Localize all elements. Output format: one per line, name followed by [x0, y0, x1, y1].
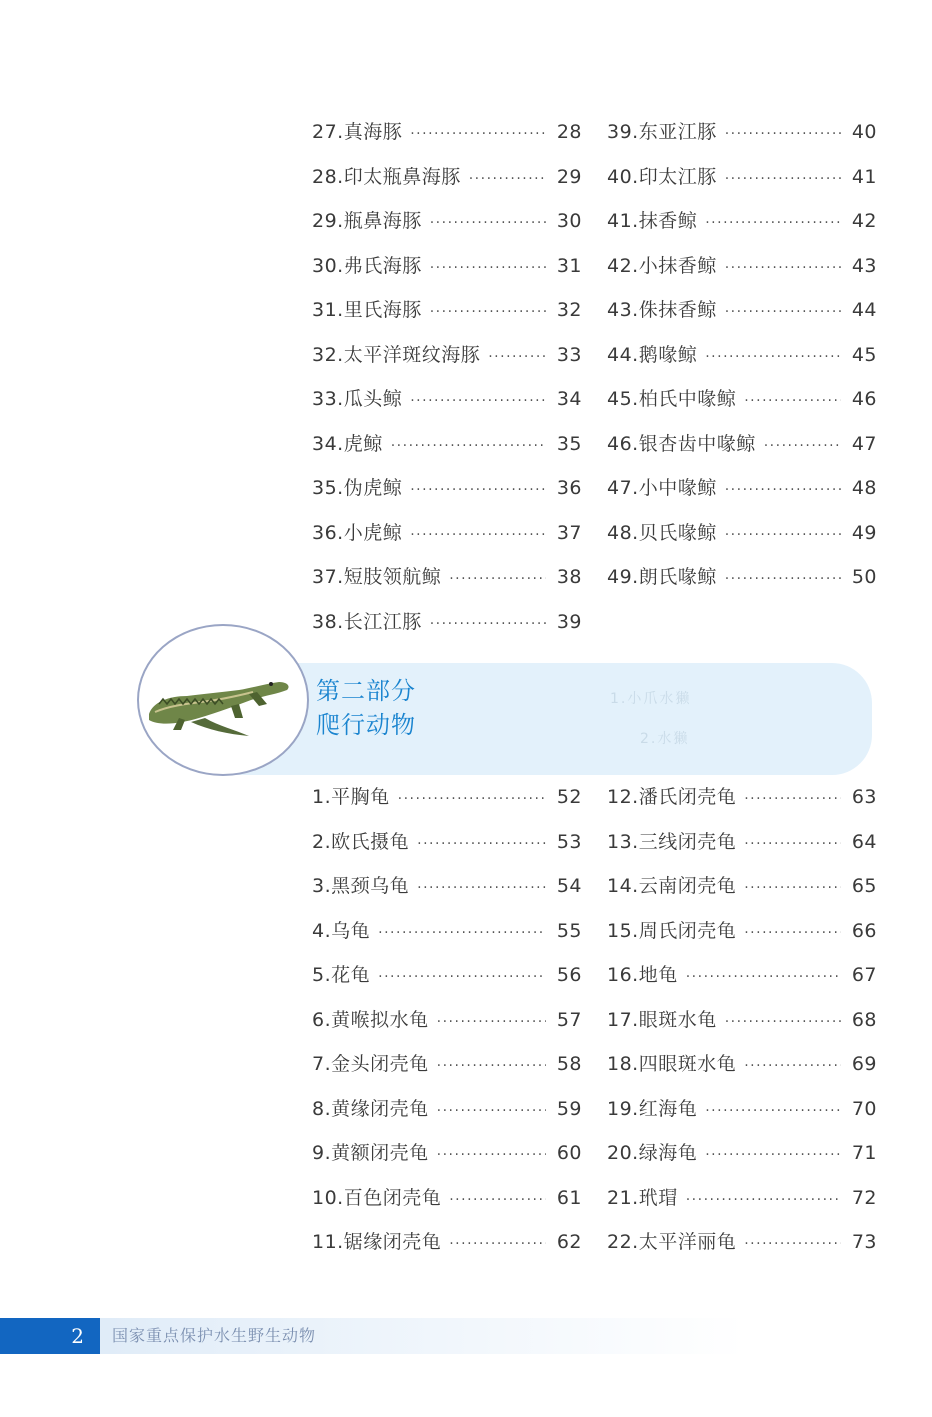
toc-leader-dots [725, 482, 841, 498]
toc-entry [607, 1094, 877, 1139]
toc-entry-title: 21.玳瑁 [607, 1186, 678, 1209]
toc-entry-title: 27.真海豚 [312, 121, 403, 143]
toc-leader-dots [449, 571, 546, 587]
toc-entry [607, 782, 877, 827]
toc-entry-page: 34 [556, 388, 582, 410]
toc-leader-dots [744, 880, 841, 896]
toc-entry-title: 36.小虎鲸 [312, 521, 403, 544]
toc-entry-page: 71 [851, 1142, 877, 1164]
toc-entry-title: 16.地龟 [607, 964, 678, 986]
toc-entry-title: 7.金头闭壳龟 [312, 1053, 429, 1075]
toc-entry-page: 57 [556, 1008, 582, 1031]
toc-entry-title: 33.瓜头鲸 [312, 388, 403, 410]
toc-entry [607, 340, 877, 385]
toc-entry [312, 1049, 582, 1094]
toc-entry-title: 44.鹅喙鲸 [607, 343, 698, 366]
section-title: 爬行动物 [316, 711, 416, 739]
toc-leader-dots [378, 969, 546, 985]
toc-entry-title: 20.绿海龟 [607, 1142, 698, 1164]
toc-entry-page: 31 [556, 254, 582, 277]
toc-entry-page: 55 [556, 919, 582, 942]
toc-leader-dots [705, 1147, 841, 1163]
section-heading [316, 674, 416, 742]
toc-entry [312, 162, 582, 207]
toc-entry-page: 56 [556, 964, 582, 986]
toc-leader-dots [391, 438, 546, 454]
toc-entry [607, 1049, 877, 1094]
toc-entry [607, 206, 877, 251]
toc-leader-dots [725, 527, 841, 543]
toc-leader-dots [686, 1192, 841, 1208]
toc-entry-title: 13.三线闭壳龟 [607, 830, 737, 853]
toc-leader-dots [744, 925, 841, 941]
toc-leader-dots [725, 304, 841, 320]
toc-leader-dots [410, 482, 546, 498]
toc-entry [607, 871, 877, 916]
toc-leader-dots [437, 1014, 546, 1030]
bleed-through-text: 2.水獭 [640, 731, 690, 747]
toc-entry-title: 18.四眼斑水龟 [607, 1053, 737, 1075]
toc-entry [607, 1005, 877, 1050]
toc-leader-dots [744, 1236, 841, 1252]
toc-entry [607, 473, 877, 518]
toc-leader-dots [725, 126, 841, 142]
toc-leader-dots [686, 969, 841, 985]
toc-entry-page: 50 [851, 566, 877, 588]
toc-leader-dots [430, 260, 546, 276]
toc-entry [312, 1094, 582, 1139]
toc-entry [607, 916, 877, 961]
toc-entry [312, 206, 582, 251]
toc-entry-title: 17.眼斑水龟 [607, 1008, 717, 1031]
toc-entry-page: 60 [556, 1142, 582, 1164]
toc-entry-page: 47 [851, 432, 877, 455]
toc-entry-title: 31.里氏海豚 [312, 299, 422, 321]
toc-entry-page: 68 [851, 1008, 877, 1031]
toc-entry-title: 40.印太江豚 [607, 165, 717, 188]
toc-entry [312, 1183, 582, 1228]
toc-entry-page: 53 [556, 830, 582, 853]
toc-leader-dots [430, 304, 546, 320]
toc-column-part-one-left [312, 117, 582, 651]
toc-leader-dots [417, 880, 546, 896]
toc-leader-dots [449, 1236, 546, 1252]
toc-leader-dots [410, 393, 546, 409]
toc-entry-page: 72 [851, 1186, 877, 1209]
toc-entry-page: 70 [851, 1097, 877, 1120]
toc-entry-title: 28.印太瓶鼻海豚 [312, 165, 461, 188]
toc-entry [312, 960, 582, 1005]
toc-leader-dots [725, 171, 841, 187]
toc-entry-page: 62 [556, 1231, 582, 1253]
toc-entry [312, 871, 582, 916]
toc-entry-page: 41 [851, 165, 877, 188]
toc-entry-title: 6.黄喉拟水龟 [312, 1008, 429, 1031]
toc-entry [607, 295, 877, 340]
toc-leader-dots [430, 215, 546, 231]
toc-entry [607, 384, 877, 429]
toc-entry [607, 827, 877, 872]
toc-entry [312, 827, 582, 872]
toc-entry-title: 9.黄额闭壳龟 [312, 1142, 429, 1164]
toc-leader-dots [437, 1103, 546, 1119]
toc-entry [312, 1005, 582, 1050]
toc-entry-page: 46 [851, 388, 877, 410]
toc-entry-page: 52 [556, 786, 582, 808]
toc-entry [312, 916, 582, 961]
toc-entry-page: 32 [556, 299, 582, 321]
toc-entry-title: 14.云南闭壳龟 [607, 875, 737, 897]
toc-entry [607, 562, 877, 607]
toc-entry-title: 49.朗氏喙鲸 [607, 566, 717, 588]
toc-entry-page: 48 [851, 477, 877, 499]
toc-entry [607, 960, 877, 1005]
toc-entry [312, 429, 582, 474]
toc-entry-page: 42 [851, 210, 877, 232]
toc-entry-title: 22.太平洋丽龟 [607, 1231, 737, 1253]
toc-entry-page: 65 [851, 875, 877, 897]
toc-entry-page: 61 [556, 1186, 582, 1209]
toc-entry [312, 384, 582, 429]
toc-entry-title: 45.柏氏中喙鲸 [607, 388, 737, 410]
toc-entry [312, 251, 582, 296]
toc-entry [607, 251, 877, 296]
toc-entry-page: 38 [556, 566, 582, 588]
toc-entry [607, 1227, 877, 1272]
toc-entry-page: 40 [851, 121, 877, 143]
toc-entry-page: 35 [556, 432, 582, 455]
toc-leader-dots [764, 438, 841, 454]
toc-entry-title: 8.黄缘闭壳龟 [312, 1097, 429, 1120]
toc-entry [312, 562, 582, 607]
toc-leader-dots [398, 791, 546, 807]
toc-column-part-two-left [312, 782, 582, 1272]
toc-entry-title: 5.花龟 [312, 964, 371, 986]
toc-entry-title: 11.锯缘闭壳龟 [312, 1231, 442, 1253]
toc-entry-page: 49 [851, 521, 877, 544]
toc-entry-page: 67 [851, 964, 877, 986]
bleed-through-text: 1.小爪水獭 [610, 691, 692, 707]
toc-entry-title: 3.黑颈乌龟 [312, 875, 410, 897]
footer-book-title: 国家重点保护水生野生动物 [112, 1326, 317, 1345]
toc-leader-dots [410, 126, 546, 142]
toc-entry-page: 37 [556, 521, 582, 544]
toc-entry-page: 43 [851, 254, 877, 277]
toc-entry [312, 340, 582, 385]
toc-entry-title: 39.东亚江豚 [607, 121, 717, 143]
toc-leader-dots [725, 260, 841, 276]
toc-entry-title: 48.贝氏喙鲸 [607, 521, 717, 544]
toc-leader-dots [469, 171, 546, 187]
toc-entry-page: 73 [851, 1231, 877, 1253]
toc-leader-dots [705, 349, 841, 365]
toc-entry-title: 46.银杏齿中喙鲸 [607, 432, 756, 455]
toc-entry-title: 2.欧氏摄龟 [312, 830, 410, 853]
toc-entry-title: 41.抹香鲸 [607, 210, 698, 232]
toc-entry-title: 1.平胸龟 [312, 786, 390, 808]
toc-entry-title: 34.虎鲸 [312, 432, 383, 455]
toc-leader-dots [430, 616, 546, 632]
toc-entry-page: 29 [556, 165, 582, 188]
toc-entry [312, 117, 582, 162]
crocodile-illustration-icon [137, 624, 309, 776]
toc-leader-dots [410, 527, 546, 543]
toc-leader-dots [449, 1192, 546, 1208]
toc-entry-page: 28 [556, 121, 582, 143]
toc-leader-dots [705, 215, 841, 231]
toc-entry-page: 63 [851, 786, 877, 808]
toc-entry [607, 162, 877, 207]
toc-entry [312, 607, 582, 652]
toc-entry-title: 42.小抹香鲸 [607, 254, 717, 277]
toc-leader-dots [744, 791, 841, 807]
toc-entry [312, 782, 582, 827]
toc-entry-page: 54 [556, 875, 582, 897]
toc-entry-title: 35.伪虎鲸 [312, 477, 403, 499]
toc-entry [607, 1183, 877, 1228]
toc-entry [312, 295, 582, 340]
toc-entry-page: 30 [556, 210, 582, 232]
toc-leader-dots [705, 1103, 841, 1119]
toc-entry-title: 12.潘氏闭壳龟 [607, 786, 737, 808]
toc-leader-dots [437, 1147, 546, 1163]
toc-entry [607, 518, 877, 563]
toc-leader-dots [744, 393, 841, 409]
toc-leader-dots [725, 1014, 841, 1030]
toc-entry-title: 37.短肢领航鲸 [312, 566, 442, 588]
toc-entry-page: 36 [556, 477, 582, 499]
toc-column-part-one-right [607, 117, 877, 607]
toc-leader-dots [725, 571, 841, 587]
toc-entry-title: 29.瓶鼻海豚 [312, 210, 422, 232]
toc-leader-dots [744, 1058, 841, 1074]
toc-entry-title: 10.百色闭壳龟 [312, 1186, 442, 1209]
toc-leader-dots [488, 349, 546, 365]
toc-entry-title: 30.弗氏海豚 [312, 254, 422, 277]
toc-entry-title: 32.太平洋斑纹海豚 [312, 343, 481, 366]
toc-leader-dots [744, 836, 841, 852]
toc-entry [312, 518, 582, 563]
toc-entry-title: 38.长江江豚 [312, 610, 422, 633]
toc-entry [607, 117, 877, 162]
toc-entry-page: 69 [851, 1053, 877, 1075]
toc-entry-title: 43.侏抹香鲸 [607, 299, 717, 321]
toc-entry-page: 33 [556, 343, 582, 366]
toc-entry [607, 1138, 877, 1183]
toc-entry [312, 473, 582, 518]
toc-leader-dots [378, 925, 546, 941]
toc-entry-title: 47.小中喙鲸 [607, 477, 717, 499]
toc-entry-title: 19.红海龟 [607, 1097, 698, 1120]
toc-entry-title: 15.周氏闭壳龟 [607, 919, 737, 942]
toc-entry-page: 66 [851, 919, 877, 942]
toc-entry [607, 429, 877, 474]
toc-leader-dots [437, 1058, 546, 1074]
toc-entry [312, 1227, 582, 1272]
toc-entry-page: 45 [851, 343, 877, 366]
toc-column-part-two-right [607, 782, 877, 1272]
page-number: 2 [0, 1318, 100, 1354]
section-part-label: 第二部分 [316, 677, 416, 705]
toc-entry-page: 44 [851, 299, 877, 321]
toc-entry [312, 1138, 582, 1183]
toc-entry-page: 58 [556, 1053, 582, 1075]
toc-entry-page: 59 [556, 1097, 582, 1120]
toc-entry-title: 4.乌龟 [312, 919, 371, 942]
toc-entry-page: 39 [556, 610, 582, 633]
toc-entry-page: 64 [851, 830, 877, 853]
toc-leader-dots [417, 836, 546, 852]
